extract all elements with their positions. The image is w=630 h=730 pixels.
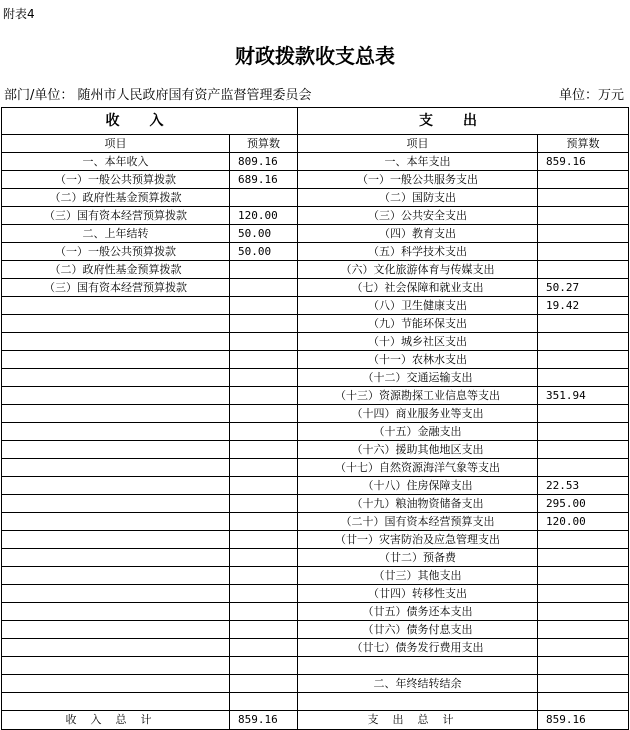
income-item: [2, 657, 230, 675]
table-row: [2, 315, 629, 333]
table-row: [2, 639, 629, 657]
income-budget: 809.16: [230, 153, 298, 171]
table-row: [2, 333, 629, 351]
income-budget: [230, 387, 298, 405]
table-row: [2, 387, 629, 405]
income-budget: [230, 513, 298, 531]
page-title: 财政拨款收支总表: [235, 44, 395, 68]
table-row: [2, 441, 629, 459]
income-item: 二、上年结转: [2, 225, 230, 243]
expense-budget: [538, 315, 629, 333]
table-row: [2, 549, 629, 567]
table-row: [2, 351, 629, 369]
table-row: [2, 621, 629, 639]
expense-item: （十五）金融支出: [298, 423, 538, 441]
expense-item: （廿二）预备费: [298, 549, 538, 567]
income-budget: [230, 297, 298, 315]
table-row: [2, 693, 629, 711]
table-row: [2, 153, 629, 171]
expense-budget: [538, 243, 629, 261]
income-budget: [230, 585, 298, 603]
expense-item: （七）社会保障和就业支出: [298, 279, 538, 297]
income-budget: 50.00: [230, 243, 298, 261]
income-budget: [230, 369, 298, 387]
income-budget: [230, 405, 298, 423]
income-item: [2, 585, 230, 603]
income-budget: [230, 603, 298, 621]
expense-item: （十九）粮油物资储备支出: [298, 495, 538, 513]
table-row: [2, 369, 629, 387]
expense-budget: [538, 171, 629, 189]
table-row: [2, 405, 629, 423]
expense-item: （五）科学技术支出: [298, 243, 538, 261]
income-budget: [230, 441, 298, 459]
expense-budget: [538, 225, 629, 243]
income-item: [2, 351, 230, 369]
expense-budget: [538, 369, 629, 387]
expense-budget: 19.42: [538, 297, 629, 315]
table-row: [2, 585, 629, 603]
expense-item: （十二）交通运输支出: [298, 369, 538, 387]
expense-budget: [538, 675, 629, 693]
table-row: [2, 171, 629, 189]
expense-item: （二）国防支出: [298, 189, 538, 207]
expense-item: [298, 693, 538, 711]
expense-budget: [538, 693, 629, 711]
income-header: 收入: [2, 108, 298, 135]
table-row: [2, 477, 629, 495]
expense-budget-header: 预算数: [538, 135, 629, 153]
table-row: [2, 207, 629, 225]
expense-budget: [538, 441, 629, 459]
table-row: [2, 225, 629, 243]
income-budget: [230, 351, 298, 369]
expense-item: （四）教育支出: [298, 225, 538, 243]
expense-item: （二十）国有资本经营预算支出: [298, 513, 538, 531]
expense-budget: [538, 621, 629, 639]
income-total-value: 859.16: [230, 711, 298, 730]
income-item: （一）一般公共预算拨款: [2, 243, 230, 261]
income-budget: [230, 657, 298, 675]
income-item: [2, 693, 230, 711]
expense-budget: 351.94: [538, 387, 629, 405]
income-item: [2, 405, 230, 423]
expense-budget: 22.53: [538, 477, 629, 495]
expense-item: （十六）援助其他地区支出: [298, 441, 538, 459]
income-item: （二）政府性基金预算拨款: [2, 261, 230, 279]
income-budget: 120.00: [230, 207, 298, 225]
expense-item: （廿一）灾害防治及应急管理支出: [298, 531, 538, 549]
expense-item: （九）节能环保支出: [298, 315, 538, 333]
income-budget: [230, 495, 298, 513]
expense-budget: [538, 459, 629, 477]
expense-header: 支出: [298, 108, 629, 135]
income-item: [2, 459, 230, 477]
expense-item: 一、本年支出: [298, 153, 538, 171]
expense-item: （十）城乡社区支出: [298, 333, 538, 351]
expense-budget: [538, 585, 629, 603]
budget-table: [1, 107, 629, 730]
income-item: [2, 621, 230, 639]
income-budget: [230, 477, 298, 495]
income-budget: [230, 675, 298, 693]
table-row: [2, 567, 629, 585]
expense-budget: 295.00: [538, 495, 629, 513]
table-row: [2, 657, 629, 675]
income-budget: [230, 333, 298, 351]
income-item: [2, 369, 230, 387]
income-item: [2, 333, 230, 351]
expense-budget: [538, 531, 629, 549]
income-budget: [230, 693, 298, 711]
expense-item: （十八）住房保障支出: [298, 477, 538, 495]
department-label: 部门/单位： 随州市人民政府国有资产监督管理委员会: [4, 88, 312, 103]
income-budget: 689.16: [230, 171, 298, 189]
income-budget: [230, 459, 298, 477]
income-item: [2, 315, 230, 333]
expense-item: （廿五）债务还本支出: [298, 603, 538, 621]
expense-item: （廿三）其他支出: [298, 567, 538, 585]
expense-budget: [538, 189, 629, 207]
expense-total-label: 支出总计: [298, 711, 538, 730]
table-row: [2, 279, 629, 297]
income-item: [2, 297, 230, 315]
income-item: [2, 639, 230, 657]
income-budget-header: 预算数: [230, 135, 298, 153]
expense-item: [298, 657, 538, 675]
expense-item: （一）一般公共服务支出: [298, 171, 538, 189]
income-item: [2, 495, 230, 513]
expense-budget: [538, 549, 629, 567]
expense-item: （廿七）债务发行费用支出: [298, 639, 538, 657]
expense-total-value: 859.16: [538, 711, 629, 730]
income-item: [2, 675, 230, 693]
expense-item: （六）文化旅游体育与传媒支出: [298, 261, 538, 279]
table-row: [2, 603, 629, 621]
expense-budget: [538, 351, 629, 369]
expense-budget: [538, 603, 629, 621]
income-item: [2, 513, 230, 531]
income-item: （三）国有资本经营预算拨款: [2, 279, 230, 297]
expense-budget: 859.16: [538, 153, 629, 171]
expense-item: （廿六）债务付息支出: [298, 621, 538, 639]
income-item: （三）国有资本经营预算拨款: [2, 207, 230, 225]
income-budget: [230, 549, 298, 567]
income-total-label: 收入总计: [2, 711, 230, 730]
income-budget: [230, 567, 298, 585]
income-budget: [230, 639, 298, 657]
income-budget: [230, 189, 298, 207]
income-item: [2, 477, 230, 495]
income-budget: 50.00: [230, 225, 298, 243]
table-row: [2, 297, 629, 315]
table-row: [2, 189, 629, 207]
table-row: [2, 531, 629, 549]
income-item: （二）政府性基金预算拨款: [2, 189, 230, 207]
expense-budget: 50.27: [538, 279, 629, 297]
expense-budget: [538, 423, 629, 441]
table-row: [2, 261, 629, 279]
expense-item: （八）卫生健康支出: [298, 297, 538, 315]
expense-item: （十四）商业服务业等支出: [298, 405, 538, 423]
income-budget: [230, 261, 298, 279]
income-item: 一、本年收入: [2, 153, 230, 171]
table-row: [2, 243, 629, 261]
expense-item: （十七）自然资源海洋气象等支出: [298, 459, 538, 477]
unit-label: 单位：万元: [558, 88, 624, 103]
table-row: [2, 459, 629, 477]
expense-budget: [538, 567, 629, 585]
income-item: [2, 603, 230, 621]
income-item: [2, 423, 230, 441]
expense-budget: 120.00: [538, 513, 629, 531]
column-header-row: [2, 135, 629, 153]
expense-item: （十三）资源勘探工业信息等支出: [298, 387, 538, 405]
income-budget: [230, 621, 298, 639]
expense-budget: [538, 405, 629, 423]
expense-item: （三）公共安全支出: [298, 207, 538, 225]
income-item: [2, 531, 230, 549]
income-budget: [230, 279, 298, 297]
expense-budget: [538, 207, 629, 225]
income-item: [2, 441, 230, 459]
section-header-row: [2, 108, 629, 135]
expense-budget: [538, 333, 629, 351]
income-budget: [230, 423, 298, 441]
expense-budget: [538, 657, 629, 675]
income-item: [2, 567, 230, 585]
expense-budget: [538, 639, 629, 657]
expense-item-header: 项目: [298, 135, 538, 153]
table-row: [2, 423, 629, 441]
income-item: [2, 387, 230, 405]
table-row: [2, 495, 629, 513]
total-row: [2, 711, 629, 730]
income-budget: [230, 531, 298, 549]
table-row: [2, 513, 629, 531]
expense-item: 二、年终结转结余: [298, 675, 538, 693]
table-row: [2, 675, 629, 693]
income-item-header: 项目: [2, 135, 230, 153]
expense-item: （廿四）转移性支出: [298, 585, 538, 603]
expense-item: （十一）农林水支出: [298, 351, 538, 369]
income-item: [2, 549, 230, 567]
income-item: （一）一般公共预算拨款: [2, 171, 230, 189]
expense-budget: [538, 261, 629, 279]
income-budget: [230, 315, 298, 333]
appendix-note: 附表4: [3, 7, 35, 21]
